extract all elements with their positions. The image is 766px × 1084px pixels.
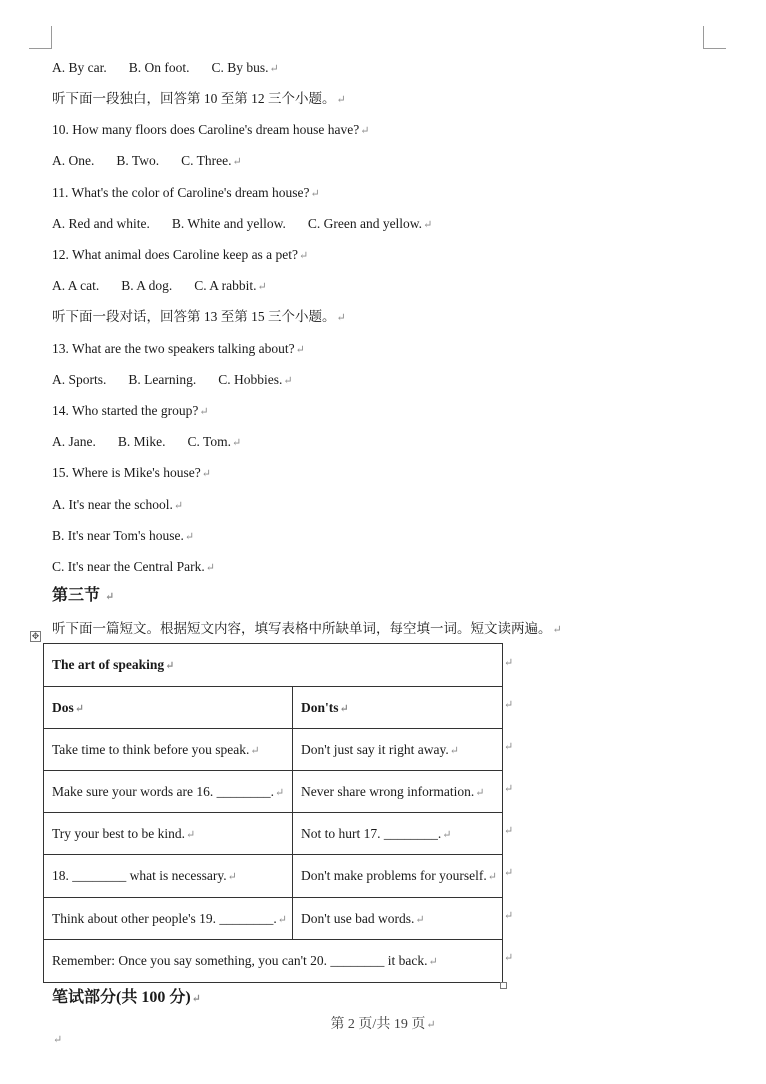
q9-options: A. By car. B. On foot. C. By bus.↵ [52, 60, 279, 75]
question-13: 13. What are the two speakers talking about?↵ [52, 341, 305, 356]
question-15: 15. Where is Mike's house?↵ [52, 465, 211, 480]
option: C. By bus. [211, 60, 269, 75]
q11-options: A. Red and white. B. White and yellow. C. Green and yellow.↵ [52, 216, 433, 231]
option: B. White and yellow. [171, 216, 286, 231]
question-10: 10. How many floors does Caroline's dream house have?↵ [52, 122, 370, 137]
q15-option-c: C. It's near the Central Park.↵ [52, 559, 215, 574]
table-cell: Don't make problems for yourself.↵ [293, 855, 503, 898]
row-end-mark: ↵ [504, 783, 514, 795]
page-footer: 第 2 页/共 19 页↵ [330, 1017, 436, 1032]
written-section-title: 笔试部分(共 100 分)↵ [52, 989, 201, 1006]
table-title: The art of speaking↵ [44, 644, 503, 687]
option: A. By car. [52, 60, 107, 75]
option: A. Red and white. [52, 216, 150, 231]
q14-options: A. Jane. B. Mike. C. Tom.↵ [52, 434, 242, 449]
q15-option-b: B. It's near Tom's house.↵ [52, 528, 195, 543]
table-move-handle-icon[interactable]: ✥ [31, 631, 40, 641]
option: B. Two. [116, 153, 160, 168]
page-corner-mark-right [703, 26, 726, 49]
table-remember-row: Remember: Once you say something, you can't 20. ________ it back.↵ [44, 940, 503, 983]
row-end-mark: ↵ [504, 952, 514, 964]
row-end-mark: ↵ [504, 741, 514, 753]
row-end-mark: ↵ [504, 657, 514, 669]
row-end-mark: ↵ [504, 867, 514, 879]
question-14: 14. Who started the group?↵ [52, 403, 209, 418]
row-end-mark: ↵ [504, 699, 514, 711]
table-resize-handle[interactable] [500, 982, 507, 989]
instruction-13-15: 听下面一段对话，回答第 13 至第 15 三个小题。↵ [52, 309, 346, 324]
column-header-dos: Dos↵ [44, 687, 293, 729]
table-cell: Never share wrong information.↵ [293, 771, 503, 813]
option: A. Jane. [52, 434, 96, 449]
table-cell: Don't use bad words.↵ [293, 898, 503, 940]
row-end-mark: ↵ [504, 825, 514, 837]
table-cell: Make sure your words are 16. ________.↵ [44, 771, 293, 813]
option: A. A cat. [52, 278, 100, 293]
empty-paragraph: ↵ [53, 1034, 63, 1046]
option: B. Learning. [128, 372, 197, 387]
option: C. Green and yellow. [307, 216, 423, 231]
section3-title: 第三节 ↵ [52, 587, 115, 604]
q15-option-a: A. It's near the school.↵ [52, 497, 184, 512]
table-cell: 18. ________ what is necessary.↵ [44, 855, 293, 898]
question-11: 11. What's the color of Caroline's dream house?↵ [52, 185, 320, 200]
column-header-donts: Don'ts↵ [293, 687, 503, 729]
option: C. Hobbies. [218, 372, 283, 387]
page-corner-mark-left [29, 26, 52, 49]
option: A. Sports. [52, 372, 107, 387]
option: B. On foot. [128, 60, 190, 75]
option: C. Three. [181, 153, 232, 168]
art-of-speaking-table [43, 643, 503, 983]
table-cell: Take time to think before you speak.↵ [44, 729, 293, 771]
table-cell: Think about other people's 19. ________.↵ [44, 898, 293, 940]
option: B. Mike. [117, 434, 166, 449]
option: C. A rabbit. [194, 278, 257, 293]
row-end-mark: ↵ [504, 910, 514, 922]
option: C. Tom. [187, 434, 231, 449]
question-12: 12. What animal does Caroline keep as a pet?↵ [52, 247, 309, 262]
q13-options: A. Sports. B. Learning. C. Hobbies.↵ [52, 372, 293, 387]
q12-options: A. A cat. B. A dog. C. A rabbit.↵ [52, 278, 267, 293]
table-cell: Not to hurt 17. ________.↵ [293, 813, 503, 855]
option: A. One. [52, 153, 95, 168]
table-cell: Try your best to be kind.↵ [44, 813, 293, 855]
table-cell: Don't just say it right away.↵ [293, 729, 503, 771]
section3-instruction: 听下面一篇短文。根据短文内容，填写表格中所缺单词，每空填一词。短文读两遍。↵ [52, 621, 562, 636]
option: B. A dog. [121, 278, 173, 293]
instruction-10-12: 听下面一段独白，回答第 10 至第 12 三个小题。↵ [52, 91, 346, 106]
q10-options: A. One. B. Two. C. Three.↵ [52, 153, 242, 168]
